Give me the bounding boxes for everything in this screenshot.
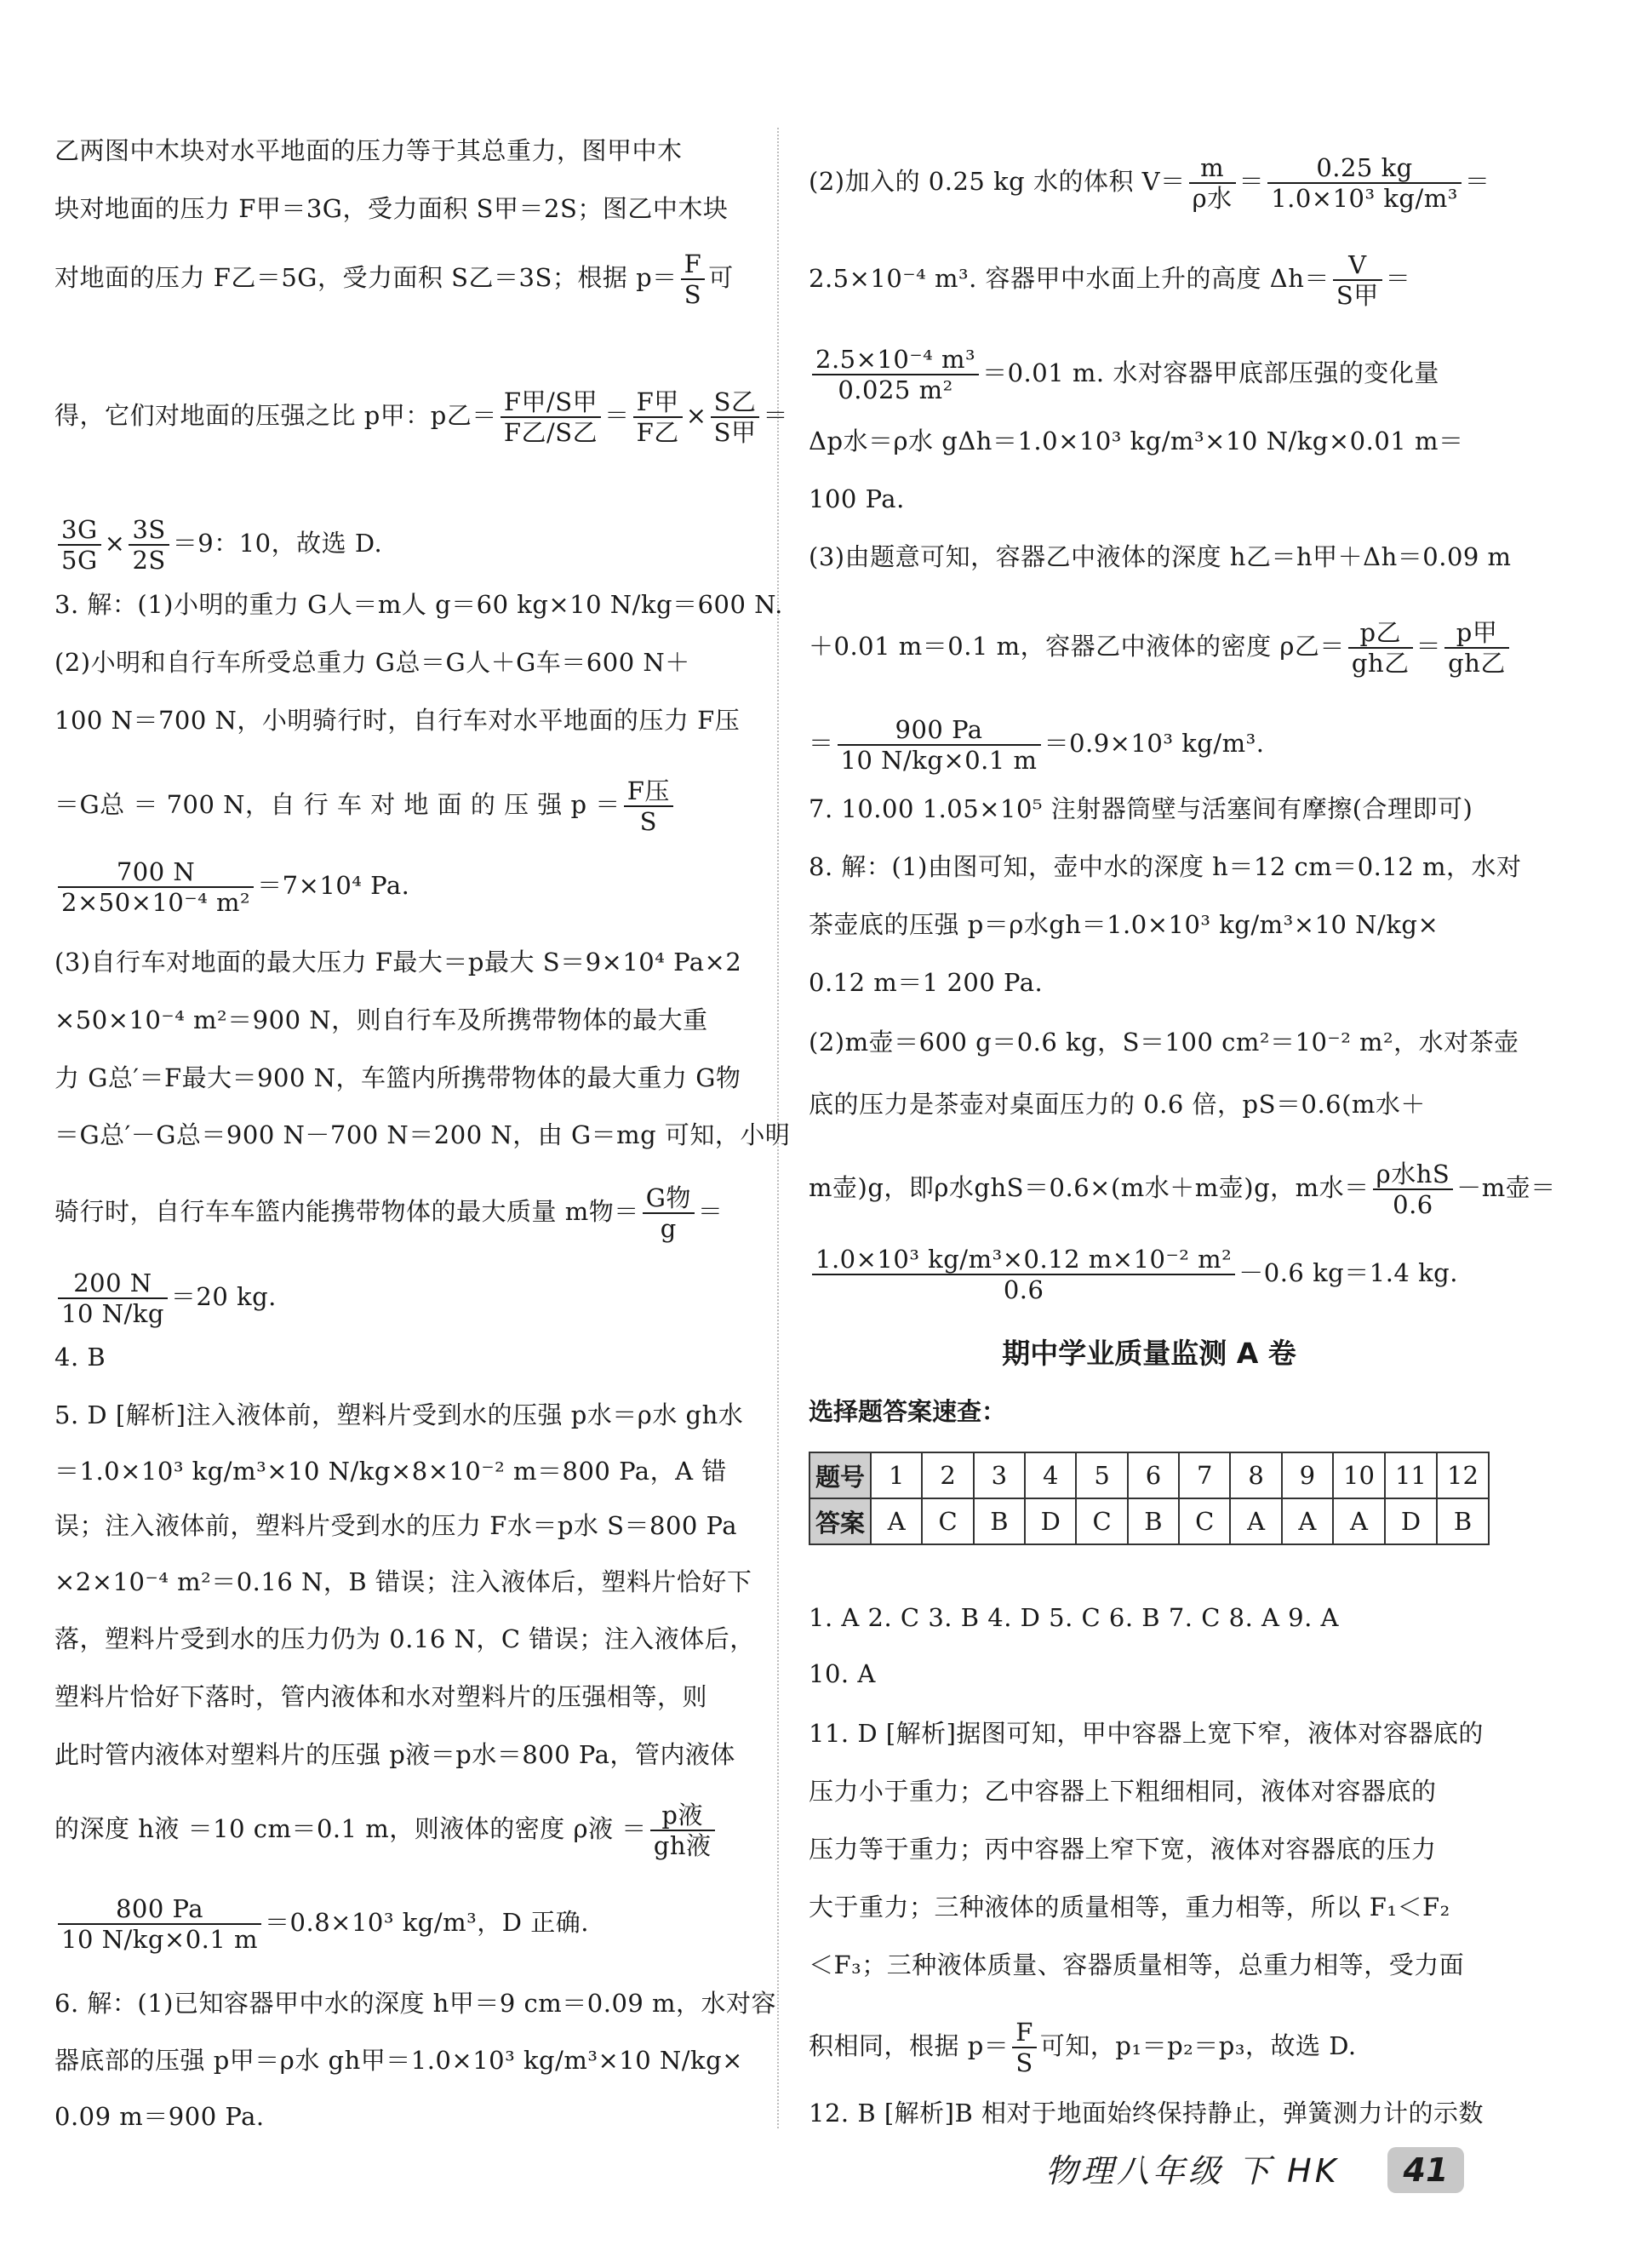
footer-book-label: 物理八年级 下 HK xyxy=(1045,2152,1340,2190)
text-line: 12. B [解析]B 相对于地面始终保持静止，弹簧测力计的示数 xyxy=(809,2099,1484,2128)
fraction: $\frac{900 Pa}{10 N/kg\times 0.1 m}$ xyxy=(838,715,1041,775)
text-line: 4. B xyxy=(54,1343,106,1372)
text-line: 落，塑料片受到水的压力仍为 0.16 N，C 错误；注入液体后， xyxy=(54,1624,755,1653)
fraction: $\frac{800 Pa}{10 N/kg\times 0.1 m}$ xyxy=(58,1894,261,1954)
table-cell: A xyxy=(1230,1498,1281,1544)
table-cell: A xyxy=(1282,1498,1333,1544)
text-line: 误；注入液体前，塑料片受到水的压力 F水＝p水 S＝800 Pa xyxy=(54,1511,738,1540)
text-line: 的深度 h液 ＝10 cm＝0.1 m，则液体的密度 ρ液 ＝ $\frac{\text{p液}}{\text{gh液}}$ xyxy=(54,1801,752,1860)
table-cell: C xyxy=(1179,1498,1230,1544)
section-subheading: 选择题答案速查： xyxy=(809,1397,1007,1426)
text-line: ＋0.01 m＝0.1 m，容器乙中液体的密度 ρ乙＝ $\frac{\text{p乙}}{\text{gh乙}}$ ＝ $\frac{\text{p甲}}{\text{gh乙}}$ xyxy=(809,618,1507,678)
text-line: 塑料片恰好下落时，管内液体和水对塑料片的压强相等，则 xyxy=(54,1682,708,1711)
text-line: ＝1.0×10³ kg/m³×10 N/kg×8×10⁻² m＝800 Pa，A 错 xyxy=(54,1457,727,1486)
text-line: 1. A 2. C 3. B 4. D 5. C 6. B 7. C 8. A 9. A xyxy=(809,1603,1339,1632)
text-line: 7. 10.00 1.05×10⁵ 注射器筒壁与活塞间有摩擦(合理即可) xyxy=(809,794,1473,823)
table-cell: 7 xyxy=(1179,1452,1230,1498)
table-cell: 11 xyxy=(1385,1452,1437,1498)
text-line: (2)小明和自行车所受总重力 G总＝G人＋G车＝600 N＋ xyxy=(54,648,690,677)
text-line: $\frac{200 N}{10 N/kg}$ ＝20 kg. xyxy=(54,1269,752,1328)
text-line: 乙两图中木块对水平地面的压力等于其总重力，图甲中木 xyxy=(54,136,683,165)
text-line: 积相同，根据 p＝ $\frac{F}{S}$ 可知，p₁＝p₂＝p₃，故选 D. xyxy=(809,2018,1357,2077)
fraction: $\frac{\text{p甲}}{\text{gh乙}}$ xyxy=(1444,618,1509,678)
fraction: $\frac{\text{G物}}{g}$ xyxy=(643,1183,695,1243)
table-cell: 8 xyxy=(1230,1452,1281,1498)
fraction: $\frac{\text{F甲/S甲}}{\text{F乙/S乙}}$ xyxy=(501,387,601,447)
table-cell: 12 xyxy=(1437,1452,1489,1498)
text-line: 100 N＝700 N，小明骑行时，自行车对水平地面的压力 F压 xyxy=(54,706,741,735)
text-line: 此时管内液体对塑料片的压强 p液＝p水＝800 Pa，管内液体 xyxy=(54,1740,735,1769)
fraction: $\frac{\text{p乙}}{\text{gh乙}}$ xyxy=(1348,618,1413,678)
fraction: $\frac{m}{\text{ρ水}}$ xyxy=(1189,153,1236,213)
text-line: 得，它们对地面的压强之比 p甲：p乙＝ $\frac{\text{F甲/S甲}}{\text{F乙/S乙}}$ ＝ $\frac{\text{F甲}}{\text{F乙}}$ × $\frac{\text{S乙}}{\text{S甲}}$ ＝ xyxy=(54,387,788,447)
table-row-numbers xyxy=(809,1452,1489,1498)
text-line: (3)由题意可知，容器乙中液体的深度 h乙＝h甲＋Δh＝0.09 m xyxy=(809,542,1512,571)
table-row-answers xyxy=(809,1498,1489,1544)
text-line: 8. 解：(1)由图可知，壶中水的深度 h＝12 cm＝0.12 m，水对 xyxy=(809,852,1522,881)
text-line: 100 Pa. xyxy=(809,484,905,513)
fraction: $\frac{\text{S乙}}{\text{S甲}}$ xyxy=(711,387,760,447)
answer-table xyxy=(809,1452,1490,1545)
text-line: 器底部的压强 p甲＝ρ水 gh甲＝1.0×10³ kg/m³×10 N/kg× xyxy=(54,2046,743,2075)
text-line: Δp水＝ρ水 gΔh＝1.0×10³ kg/m³×10 N/kg×0.01 m＝ xyxy=(809,427,1464,455)
text-line: 6. 解：(1)已知容器甲中水的深度 h甲＝9 cm＝0.09 m，水对容 xyxy=(54,1989,777,2018)
table-cell: B xyxy=(1437,1498,1489,1544)
text-line: ×2×10⁻⁴ m²＝0.16 N，B 错误；注入液体后，塑料片恰好下 xyxy=(54,1567,752,1596)
table-cell: C xyxy=(1076,1498,1127,1544)
text-line: 压力小于重力；乙中容器上下粗细相同，液体对容器底的 xyxy=(809,1777,1437,1806)
text-line: $\frac{\text{1.0×10³ kg/m³×0.12 m×10⁻² m²}}{0.6}$ －0.6 kg＝1.4 kg. xyxy=(809,1245,1507,1304)
table-cell: D xyxy=(1385,1498,1437,1544)
fraction: $\frac{\text{F压}}{S}$ xyxy=(624,776,673,836)
row-label: 答案 xyxy=(809,1498,871,1544)
table-cell: A xyxy=(1333,1498,1385,1544)
text-line: (2)m壶＝600 g＝0.6 kg，S＝100 cm²＝10⁻² m²，水对茶壶 xyxy=(809,1028,1519,1057)
text-line: 底的压力是茶壶对桌面压力的 0.6 倍，pS＝0.6(m水＋ xyxy=(809,1090,1426,1119)
table-cell: A xyxy=(871,1498,922,1544)
table-cell: 1 xyxy=(871,1452,922,1498)
text-line: 力 G总′＝F最大＝900 N，车篮内所携带物体的最大重力 G物 xyxy=(54,1063,741,1092)
page-number: 41 xyxy=(1387,2147,1464,2193)
text-line: 压力等于重力；丙中容器上窄下宽，液体对容器底的压力 xyxy=(809,1835,1437,1864)
table-cell: 4 xyxy=(1025,1452,1076,1498)
text-line: 块对地面的压力 F甲＝3G，受力面积 S甲＝2S；图乙中木块 xyxy=(54,194,729,223)
table-cell: 6 xyxy=(1128,1452,1179,1498)
fraction: $\frac{700 N}{\text{2×50×10⁻⁴ m²}}$ xyxy=(58,857,254,917)
text-line: 2.5×10⁻⁴ m³. 容器甲中水面上升的高度 Δh＝ $\frac{V}{\text{S甲}}$ ＝ xyxy=(809,250,1411,310)
table-cell: 3 xyxy=(974,1452,1025,1498)
text-line: 11. D [解析]据图可知，甲中容器上宽下窄，液体对容器底的 xyxy=(809,1719,1484,1748)
row-label: 题号 xyxy=(809,1452,871,1498)
text-line: $\frac{\text{2.5×10⁻⁴ m³}}{\text{0.025 m²}}$ ＝0.01 m. 水对容器甲底部压强的变化量 xyxy=(809,345,1507,404)
text-line: ×50×10⁻⁴ m²＝900 N，则自行车及所携带物体的最大重 xyxy=(54,1005,708,1034)
table-cell: D xyxy=(1025,1498,1076,1544)
fraction: $\frac{200 N}{10 N/kg}$ xyxy=(58,1269,168,1328)
text-line: ＝G总′－G总＝900 N－700 N＝200 N，由 G＝mg 可知，小明 xyxy=(54,1120,791,1149)
table-cell: 10 xyxy=(1333,1452,1385,1498)
fraction: $\frac{\text{F甲}}{\text{F乙}}$ xyxy=(633,387,683,447)
fraction: $\frac{\text{p液}}{\text{gh液}}$ xyxy=(650,1801,715,1860)
table-cell: C xyxy=(922,1498,973,1544)
text-line: ＝ $\frac{900 Pa}{10 N/kg\times 0.1 m}$ ＝0.9×10³ kg/m³. xyxy=(809,715,1265,775)
fraction: $\frac{F}{S}$ xyxy=(1012,2018,1037,2077)
fraction: $\frac{F}{S}$ xyxy=(681,249,706,309)
table-cell: 2 xyxy=(922,1452,973,1498)
text-line: ＝G总 ＝ 700 N，自 行 车 对 地 面 的 压 强 p ＝ $\frac{\text{F压}}{S}$ xyxy=(54,776,752,836)
fraction: $\frac{\text{1.0×10³ kg/m³×0.12 m×10⁻² m²}}{0.6}$ xyxy=(812,1245,1235,1304)
table-cell: 9 xyxy=(1282,1452,1333,1498)
fraction: $\frac{\text{ρ水hS}}{0.6}$ xyxy=(1373,1160,1454,1219)
text-line: 茶壶底的压强 p＝ρ水gh＝1.0×10³ kg/m³×10 N/kg× xyxy=(809,910,1439,939)
text-line: 大于重力；三种液体的质量相等，重力相等，所以 F₁＜F₂ xyxy=(809,1893,1450,1922)
table-cell: 5 xyxy=(1076,1452,1127,1498)
text-line: 0.09 m＝900 Pa. xyxy=(54,2102,265,2131)
fraction: $\frac{\text{2.5×10⁻⁴ m³}}{\text{0.025 m²}}$ xyxy=(812,345,979,404)
fraction: $\frac{0.25 kg}{\text{1.0×10³ kg/m³}}$ xyxy=(1267,153,1462,213)
text-line: $\frac{800 Pa}{10 N/kg\times 0.1 m}$ ＝0.8×10³ kg/m³，D 正确. xyxy=(54,1894,752,1954)
fraction: $\frac{3G}{5G}$ xyxy=(58,515,101,575)
fraction: $\frac{3S}{2S}$ xyxy=(129,515,169,575)
table-cell: B xyxy=(1128,1498,1179,1544)
table-cell: B xyxy=(974,1498,1025,1544)
text-line: 5. D [解析]注入液体前，塑料片受到水的压强 p水＝ρ水 gh水 xyxy=(54,1400,744,1429)
text-line: 骑行时，自行车车篮内能携带物体的最大质量 m物＝ $\frac{\text{G物}}{g}$ ＝ xyxy=(54,1183,724,1243)
text-line: (3)自行车对地面的最大压力 F最大＝p最大 S＝9×10⁴ Pa×2 xyxy=(54,948,742,976)
text-line: m壶)g，即ρ水ghS＝0.6×(m水＋m壶)g，m水＝ $\frac{\text{ρ水hS}}{0.6}$ －m壶＝ xyxy=(809,1160,1556,1219)
text-line: $\frac{700 N}{\text{2×50×10⁻⁴ m²}}$ ＝7×10⁴ Pa. xyxy=(54,857,752,917)
text-line: ＜F₃；三种液体质量、容器质量相等，总重力相等，受力面 xyxy=(809,1950,1465,1979)
text-line: 0.12 m＝1 200 Pa. xyxy=(809,968,1044,997)
text-line: $\frac{3G}{5G}$ × $\frac{3S}{2S}$ ＝9：10，故选 D. xyxy=(54,515,752,575)
text-line: 10. A xyxy=(809,1659,876,1688)
text-line: 3. 解：(1)小明的重力 G人＝m人 g＝60 kg×10 N/kg＝600 N. xyxy=(54,590,783,619)
section-heading: 期中学业质量监测 A 卷 xyxy=(1002,1337,1296,1370)
text-line: 对地面的压力 F乙＝5G，受力面积 S乙＝3S；根据 p＝ $\frac{F}{S}$ 可 xyxy=(54,249,734,309)
text-line: (2)加入的 0.25 kg 水的体积 V＝ $\frac{m}{\text{ρ水}}$ ＝ $\frac{0.25 kg}{\text{1.0×10³ kg/m³}}$ ＝ xyxy=(809,153,1490,213)
fraction: $\frac{V}{\text{S甲}}$ xyxy=(1333,250,1382,310)
